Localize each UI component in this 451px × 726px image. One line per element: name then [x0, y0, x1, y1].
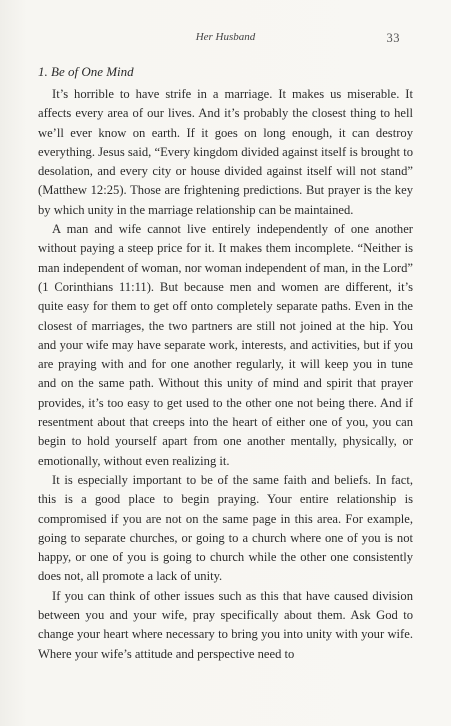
- section-heading: 1. Be of One Mind: [38, 64, 134, 79]
- running-header: [0, 31, 451, 49]
- page-body: [38, 62, 413, 664]
- page-number: 33: [386, 31, 400, 45]
- paragraph-2: A man and wife cannot live entirely independently of one another without paying a steep price for it. It makes them incomplete. “Neither is man independent of woman, nor woman independent of man, in the Lord” (1 Corinthians 11:11). But because men and women are different, it’s quite easy for them to get off onto completely separate paths. Even in the closest of marriages, the two partners are still not joined at the hip. You and your wife may have separate work, interests, and activities, but if you are praying with and for one another regularly, it will keep you in tune and on the same path. Without this unity of mind and spirit that prayer provides, it’s too easy to get used to the other one not being there. And if resentment about that creeps into the heart of either one of you, you can begin to hold yourself apart from one another mentally, physically, or emotionally, without even realizing it.: [38, 222, 413, 468]
- paragraph-4: If you can think of other issues such as this that have caused division between you and your wife, pray specifically about them. Ask God to change your heart where necessary to bring you into unity with your wife. Where your wife’s attitude and perspective need to: [38, 588, 413, 661]
- running-title: Her Husband: [195, 31, 256, 43]
- paragraph-3: It is especially important to be of the same faith and beliefs. In fact, this is a good place to begin praying. Your entire relationship is compromised if you are not on the same page in this area. For example, going to separate churches, or going to a church where one of you is not happy, or one of you is going to church while the other one consistently does not, all promote a lack of unity.: [38, 472, 413, 584]
- paragraph-1: It’s horrible to have strife in a marriage. It makes us miserable. It affects every area of our lives. And it’s probably the closest thing to hell we’ll ever know on earth. If it goes on long enough, it can destroy everything. Jesus said, “Every kingdom divided against itself is brought to desolation, and every city or house divided against itself will not stand” (Matthew 12:25). Those are frightening predictions. But prayer is the key by which unity in the marriage relationship can be maintained.: [38, 87, 413, 217]
